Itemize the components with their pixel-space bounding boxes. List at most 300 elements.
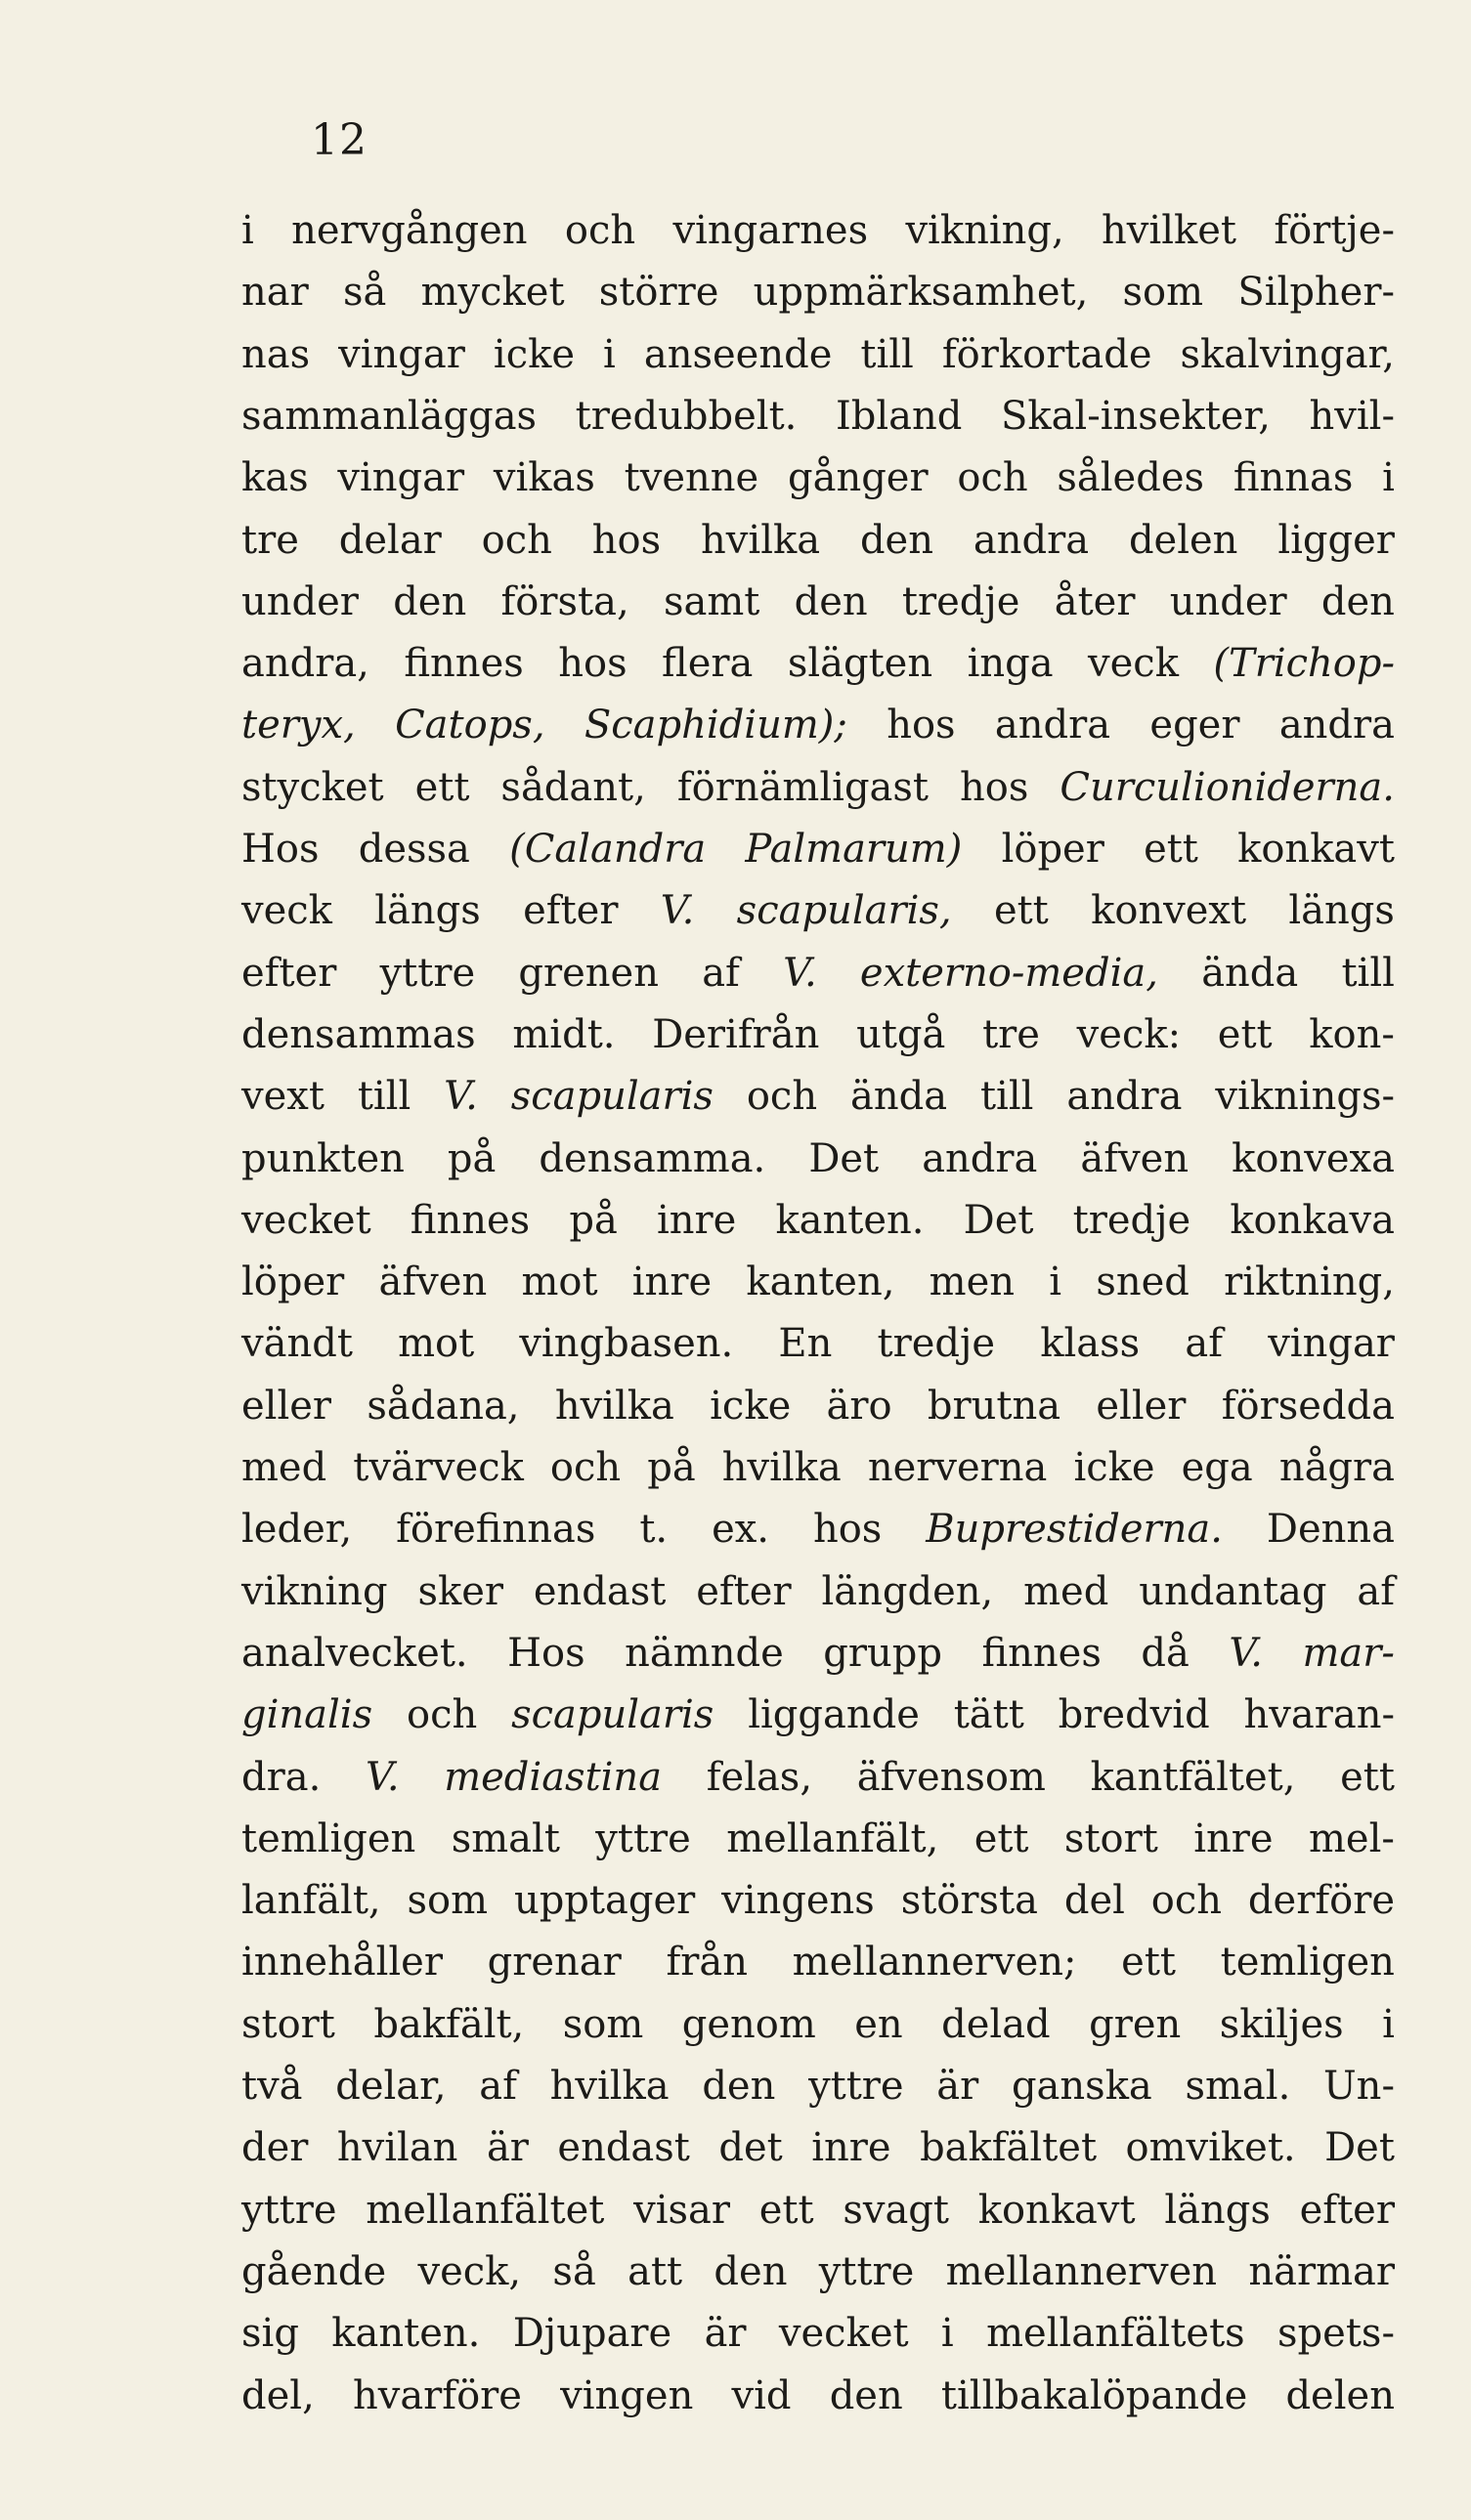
word: sådant, <box>500 764 646 810</box>
word: då <box>1141 1630 1190 1676</box>
word: Denna <box>1266 1507 1395 1553</box>
word: visar <box>633 2187 730 2233</box>
word: leder, <box>241 1507 353 1553</box>
word: utgå <box>856 1011 946 1057</box>
word: mar- <box>1302 1630 1395 1676</box>
word: endast <box>557 2125 690 2171</box>
word: klass <box>1040 1321 1141 1367</box>
word: i <box>603 331 616 377</box>
word: af <box>702 950 740 996</box>
text-line <box>241 2117 1395 2178</box>
word: Det <box>963 1197 1034 1243</box>
word: Un- <box>1322 2064 1395 2109</box>
word: andra <box>994 703 1111 748</box>
word: ett <box>993 888 1049 934</box>
word: med <box>241 1445 327 1490</box>
word: stycket <box>241 764 384 810</box>
text-line <box>241 1066 1395 1127</box>
word: hvil- <box>1309 393 1395 439</box>
word: (Calandra <box>509 827 707 872</box>
word: Silpher- <box>1237 270 1395 316</box>
word: är <box>704 2311 747 2357</box>
word: inre <box>811 2125 891 2171</box>
word: tvenne <box>624 455 759 501</box>
word: som <box>1122 270 1204 316</box>
word: eller <box>1096 1383 1187 1429</box>
word: konkava <box>1230 1197 1395 1243</box>
word: tredje <box>877 1321 996 1367</box>
word: efter <box>241 950 337 996</box>
word: längs <box>1288 888 1395 934</box>
text-line <box>241 1809 1395 1869</box>
word: Buprestiderna. <box>926 1507 1223 1553</box>
word: första, <box>500 578 629 624</box>
word: grenar <box>487 1940 622 1986</box>
word: och <box>406 1692 478 1738</box>
word: i <box>1382 2001 1395 2047</box>
word: mellannerven; <box>792 1940 1077 1986</box>
word: vecket <box>778 2311 909 2357</box>
word: icke <box>1073 1445 1155 1490</box>
word: analvecket. <box>241 1630 468 1676</box>
word: externo-media, <box>859 950 1158 996</box>
word: eger <box>1149 703 1240 748</box>
word: i <box>1382 455 1395 501</box>
word: inre <box>656 1197 737 1243</box>
word: stort <box>1063 1815 1158 1861</box>
word: äfven <box>1080 1135 1190 1181</box>
word: delen <box>1285 2372 1395 2418</box>
word: mellannerven <box>945 2248 1218 2294</box>
word: hvilket <box>1102 208 1236 253</box>
word: gånger <box>787 455 929 501</box>
word: tvärveck <box>353 1445 524 1490</box>
word: men <box>929 1260 1016 1305</box>
word: förefinnas <box>396 1507 596 1553</box>
word: vändt <box>241 1321 353 1367</box>
word: äro <box>826 1383 892 1429</box>
word: försedda <box>1221 1383 1395 1429</box>
word: ligger <box>1277 517 1395 563</box>
word: tredubbelt. <box>575 393 798 439</box>
word: finnes <box>410 1197 531 1243</box>
word: andra <box>1066 1074 1183 1120</box>
word: ända <box>849 1074 948 1120</box>
word: vid <box>731 2372 792 2418</box>
word: V. <box>660 888 695 934</box>
word: nervgången <box>291 208 528 253</box>
word: från <box>666 1940 748 1986</box>
word: t. <box>639 1507 669 1553</box>
word: inga <box>967 641 1054 687</box>
word: åter <box>1054 578 1136 624</box>
text-line <box>241 1190 1395 1251</box>
word: efter <box>523 888 619 934</box>
word: ett <box>1340 1754 1395 1800</box>
word: vikas <box>493 455 595 501</box>
word: hos <box>591 517 662 563</box>
word: En <box>778 1321 833 1367</box>
word: vingen <box>560 2372 694 2418</box>
word: kon- <box>1309 1011 1395 1057</box>
word: några <box>1278 1445 1395 1490</box>
word: delad <box>941 2001 1051 2047</box>
word: så <box>342 270 387 316</box>
word: endast <box>533 1568 667 1614</box>
word: smal. <box>1185 2064 1291 2109</box>
word: Scaphidium); <box>584 703 847 748</box>
word: större <box>598 270 719 316</box>
word: och <box>549 1445 622 1490</box>
word: närmar <box>1248 2248 1395 2294</box>
word: svagt <box>843 2187 949 2233</box>
word: en <box>854 2001 903 2047</box>
word: i <box>940 2311 954 2357</box>
word: vecket <box>241 1197 371 1243</box>
word: förtje- <box>1274 208 1395 253</box>
word: längden, <box>821 1568 994 1614</box>
word: ett <box>973 1815 1029 1861</box>
word: nar <box>241 270 309 316</box>
text-line <box>241 1932 1395 1992</box>
word: konkavt <box>977 2187 1136 2233</box>
word: finnes <box>404 641 524 687</box>
word: mel- <box>1308 1815 1395 1861</box>
word: icke <box>710 1383 792 1429</box>
word: med <box>1023 1568 1109 1614</box>
word: scapularis, <box>736 888 952 934</box>
word: af <box>479 2064 517 2109</box>
word: och <box>746 1074 818 1120</box>
word: ex. <box>712 1507 770 1553</box>
word: äfvensom <box>856 1754 1046 1800</box>
text-line <box>241 1623 1395 1684</box>
word: hos <box>887 703 956 748</box>
word: som <box>407 1878 489 1924</box>
word: Ibland <box>835 393 963 439</box>
word: der <box>241 2125 309 2171</box>
word: V. <box>1229 1630 1263 1676</box>
word: af <box>1185 1321 1224 1367</box>
text-line <box>241 2242 1395 2302</box>
word: och <box>481 517 552 563</box>
word: vingar <box>338 331 465 377</box>
text-line <box>241 1870 1395 1931</box>
text-line <box>241 2056 1395 2116</box>
text-line <box>241 1376 1395 1436</box>
word: skiljes <box>1219 2001 1344 2047</box>
word: den <box>859 517 933 563</box>
word: ett <box>758 2187 814 2233</box>
word: är <box>936 2064 979 2109</box>
word: nämnde <box>625 1630 784 1676</box>
word: gående <box>241 2248 387 2294</box>
word: andra <box>922 1135 1038 1181</box>
word: veck: <box>1076 1011 1182 1057</box>
word: den <box>1320 578 1395 624</box>
word: ganska <box>1011 2064 1152 2109</box>
word: hvilka <box>721 1445 842 1490</box>
word: vingbasen. <box>519 1321 734 1367</box>
word: spets- <box>1277 2311 1395 2357</box>
word: veck <box>1088 641 1179 687</box>
text-line <box>241 1747 1395 1808</box>
word: mellanfältet <box>366 2187 605 2233</box>
word: ända <box>1201 950 1299 996</box>
word: yttre <box>818 2248 915 2294</box>
word: så <box>552 2248 596 2294</box>
word: tre <box>241 517 299 563</box>
word: inre <box>631 1260 713 1305</box>
word: hos <box>960 764 1029 810</box>
word: löper <box>1001 827 1104 872</box>
word: sammanläggas <box>241 393 538 439</box>
word: (Trichop- <box>1213 641 1395 687</box>
word: som <box>562 2001 644 2047</box>
word: finnas <box>1233 455 1354 501</box>
word: hvaran- <box>1243 1692 1395 1738</box>
word: bredvid <box>1058 1692 1210 1738</box>
word: tre <box>982 1011 1040 1057</box>
word: V. <box>365 1754 400 1800</box>
word: ett <box>1144 827 1198 872</box>
word: vingens <box>721 1878 875 1924</box>
text-line <box>241 2303 1395 2364</box>
word: tätt <box>953 1692 1024 1738</box>
word: den <box>702 2064 776 2109</box>
word: under <box>241 578 359 624</box>
word: förnämligast <box>676 764 929 810</box>
word: förkortade <box>941 331 1152 377</box>
word: Djupare <box>512 2311 672 2357</box>
word: löper <box>241 1260 345 1305</box>
text-line <box>241 1004 1395 1065</box>
word: dra. <box>241 1754 322 1800</box>
word: yttre <box>808 2064 904 2109</box>
word: derföre <box>1247 1878 1395 1924</box>
word: grenen <box>518 950 659 996</box>
word: uppmärksamhet, <box>753 270 1089 316</box>
word: vikning, <box>905 208 1064 253</box>
word: veck, <box>417 2248 522 2294</box>
word: Palmarum) <box>745 827 963 872</box>
word: till <box>979 1074 1034 1120</box>
text-line <box>241 880 1395 941</box>
word: riktning, <box>1224 1260 1395 1305</box>
word: två <box>241 2064 303 2109</box>
word: i <box>1049 1260 1062 1305</box>
word: således <box>1057 455 1205 501</box>
word: sker <box>417 1568 503 1614</box>
text-line <box>241 2180 1395 2241</box>
word: konkavt <box>1237 827 1395 872</box>
word: ginalis <box>241 1692 373 1738</box>
word: scapularis <box>510 1074 714 1120</box>
word: Hos <box>507 1630 585 1676</box>
word: undantag <box>1139 1568 1327 1614</box>
word: genom <box>681 2001 816 2047</box>
word: Det <box>1324 2125 1395 2171</box>
word: vikning <box>241 1568 388 1614</box>
word: liggande <box>748 1692 920 1738</box>
word: vext <box>241 1074 324 1120</box>
word: Derifrån <box>652 1011 820 1057</box>
word: delar <box>338 517 442 563</box>
text-line <box>241 1499 1395 1559</box>
word: mot <box>398 1321 475 1367</box>
word: finnes <box>981 1630 1102 1676</box>
word: det <box>718 2125 783 2171</box>
word: hvilka <box>701 517 821 563</box>
word: midt. <box>512 1011 616 1057</box>
text-line <box>241 324 1395 385</box>
word: andra, <box>241 641 369 687</box>
word: efter <box>696 1568 792 1614</box>
word: Catops, <box>395 703 545 748</box>
text-line <box>241 695 1395 755</box>
text-line <box>241 757 1395 818</box>
word: punkten <box>241 1135 405 1181</box>
word: efter <box>1299 2187 1395 2233</box>
word: hos <box>558 641 627 687</box>
word: den <box>794 578 868 624</box>
word: delen <box>1128 517 1238 563</box>
word: konvexa <box>1232 1135 1395 1181</box>
word: Det <box>808 1135 880 1181</box>
word: vingar <box>337 455 465 501</box>
word: på <box>647 1445 696 1490</box>
word: smalt <box>451 1815 560 1861</box>
text-line <box>241 448 1395 508</box>
word: del <box>1063 1878 1125 1924</box>
text-line <box>241 1685 1395 1745</box>
word: veck <box>241 888 332 934</box>
word: densamma. <box>539 1135 766 1181</box>
word: till <box>860 331 914 377</box>
text-line <box>241 943 1395 1004</box>
text-line <box>241 386 1395 447</box>
word: andra <box>1278 703 1395 748</box>
word: brutna <box>927 1383 1061 1429</box>
word: Curculioniderna. <box>1060 764 1395 810</box>
word: i <box>241 208 254 253</box>
word: tredje <box>901 578 1020 624</box>
word: nas <box>241 331 311 377</box>
word: på <box>569 1197 618 1243</box>
text-line <box>241 1994 1395 2055</box>
word: ett <box>1121 1940 1176 1986</box>
text-line <box>241 1313 1395 1374</box>
word: yttre <box>379 950 476 996</box>
word: hvarföre <box>352 2372 522 2418</box>
text-line <box>241 200 1395 261</box>
word: delar, <box>335 2064 447 2109</box>
word: stort <box>241 2001 335 2047</box>
word: tillbakalöpande <box>940 2372 1248 2418</box>
word: gren <box>1089 2001 1182 2047</box>
word: temligen <box>241 1815 416 1861</box>
word: vingar <box>1268 1321 1395 1367</box>
word: sig <box>241 2311 299 2357</box>
word: hvilka <box>554 1383 674 1429</box>
word: del, <box>241 2372 315 2418</box>
text-line <box>241 572 1395 632</box>
word: att <box>627 2248 683 2294</box>
word: längs <box>1164 2187 1271 2233</box>
word: upptager <box>513 1878 696 1924</box>
word: och <box>564 208 636 253</box>
word: nerverna <box>867 1445 1048 1490</box>
word: kanten, <box>746 1260 895 1305</box>
word: den <box>829 2372 903 2418</box>
word: skalvingar, <box>1180 331 1395 377</box>
word: den <box>393 578 467 624</box>
word: viknings- <box>1215 1074 1395 1120</box>
word: teryx, <box>241 703 356 748</box>
page-number: 12 <box>311 115 368 165</box>
word: densammas <box>241 1011 476 1057</box>
word: längs <box>374 888 481 934</box>
text-line <box>241 1437 1395 1498</box>
word: ett <box>414 764 470 810</box>
word: och <box>957 455 1028 501</box>
word: eller <box>241 1383 332 1429</box>
word: är <box>486 2125 529 2171</box>
text-line <box>241 510 1395 571</box>
text-line <box>241 2366 1395 2426</box>
word: under <box>1169 578 1287 624</box>
word: inre <box>1193 1815 1274 1861</box>
word: V. <box>444 1074 478 1120</box>
word: ett <box>1217 1011 1273 1057</box>
word: innehåller <box>241 1940 443 1986</box>
word: grupp <box>823 1630 942 1676</box>
word: yttre <box>595 1815 691 1861</box>
word: till <box>1341 950 1395 996</box>
word: kanten. <box>331 2311 481 2357</box>
word: kas <box>241 455 309 501</box>
word: temligen <box>1220 1940 1395 1986</box>
word: den <box>714 2248 788 2294</box>
text-line <box>241 1252 1395 1312</box>
word: mot <box>521 1260 598 1305</box>
word: på <box>447 1135 497 1181</box>
text-line <box>241 633 1395 694</box>
word: äfven <box>378 1260 488 1305</box>
text-line <box>241 1561 1395 1622</box>
word: hos <box>812 1507 883 1553</box>
word: felas, <box>706 1754 813 1800</box>
text-line <box>241 1129 1395 1189</box>
word: V. <box>783 950 817 996</box>
word: andra <box>973 517 1090 563</box>
word: till <box>357 1074 411 1120</box>
word: tredje <box>1072 1197 1191 1243</box>
word: hvilan <box>336 2125 458 2171</box>
word: mellanfältets <box>986 2311 1245 2357</box>
word: bakfältet <box>920 2125 1098 2171</box>
word: mycket <box>420 270 565 316</box>
word: kantfältet, <box>1090 1754 1296 1800</box>
word: ega <box>1181 1445 1253 1490</box>
word: Skal-insekter, <box>1000 393 1271 439</box>
word: sådana, <box>367 1383 520 1429</box>
word: anseende <box>643 331 833 377</box>
word: sned <box>1096 1260 1190 1305</box>
word: mellanfält, <box>726 1815 939 1861</box>
word: mediastina <box>444 1754 663 1800</box>
word: största <box>900 1878 1038 1924</box>
